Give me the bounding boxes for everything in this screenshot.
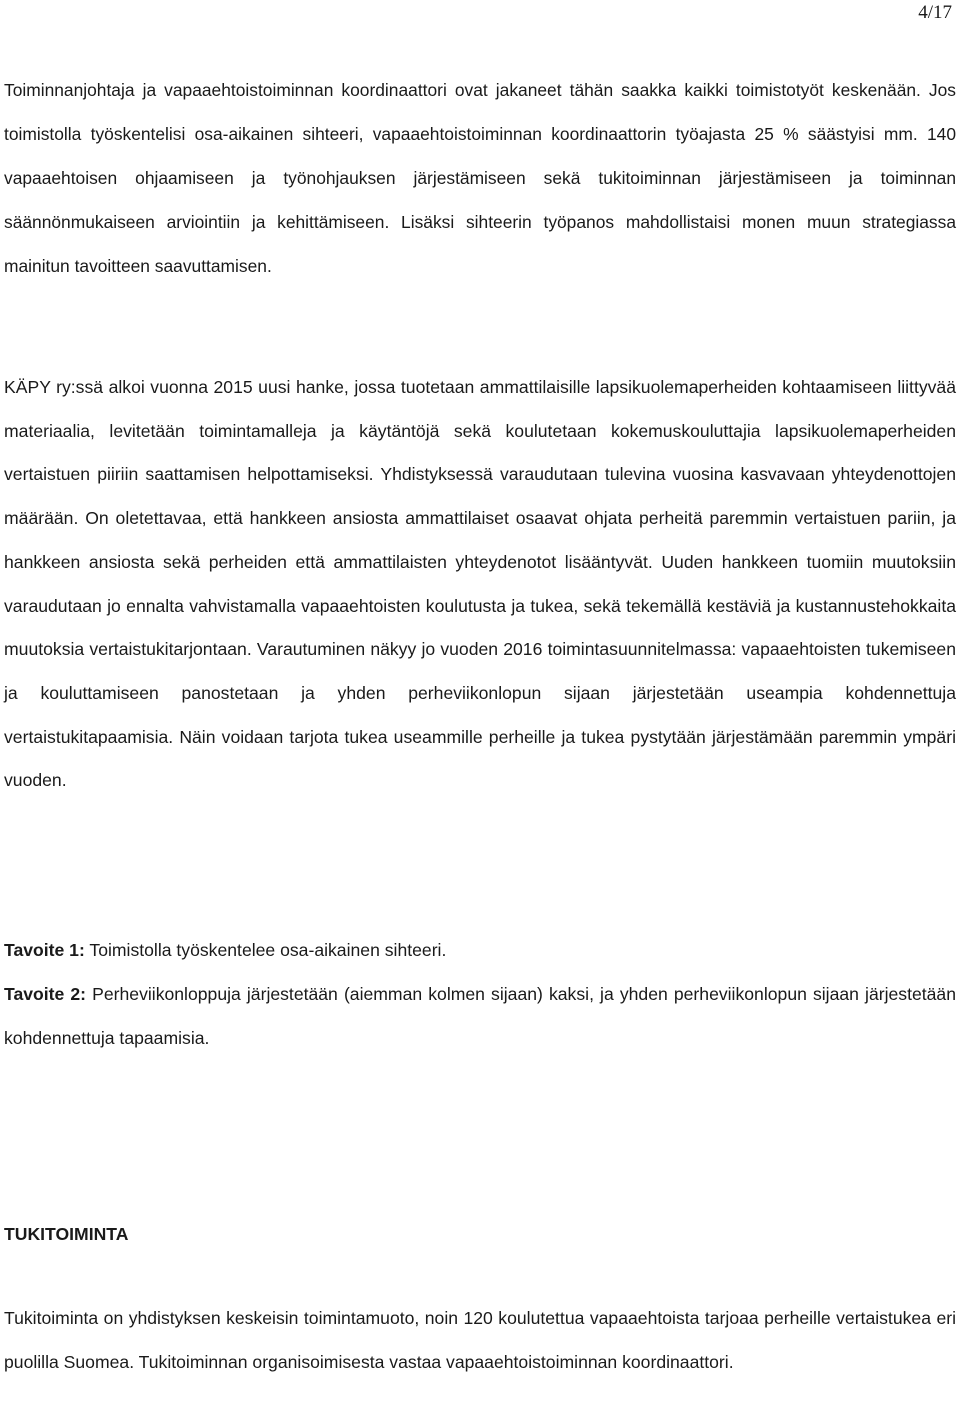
goal-1-label: Tavoite 1: [4,940,85,960]
section-heading: TUKITOIMINTA [4,1224,129,1244]
goal-1 [4,929,956,973]
paragraph-project: KÄPY ry:ssä alkoi vuonna 2015 uusi hanke, jossa tuotetaan ammattilaisille lapsikuolemaperheiden kohtaamiseen liittyvää materiaalia, levitetään toimintamalleja ja käytäntöjä sekä koulutetaan kokemuskouluttajia lapsikuolemaperheiden vertaistuen piiriin saattamisen helpottamiseksi. Yhdistyksessä varaudutaan tulevina vuosina kasvavaan yhteydenottojen määrään. On oletettavaa, että hankkeen ansiosta ammattilaiset osaavat ohjata perheitä paremmin vertaistuen pariin, ja hankkeen ansiosta sekä perheiden että ammattilaisten yhteydenotot lisääntyvät. Uuden hankkeen tuomiin muutoksiin varaudutaan jo ennalta vahvistamalla vapaaehtoisten koulutusta ja tukea, sekä tekemällä kestäviä ja kustannustehokkaita muutoksia vertaistukitarjontaan. Varautuminen näkyy jo vuoden 2016 toimintasuunnitelmassa: vapaaehtoisten tukemiseen ja kouluttamiseen panostetaan ja yhden perheviikonlopun sijaan järjestetään useampia kohdennettuja vertaistukitapaamisia. Näin voidaan tarjota tukea useammille perheille ja tukea pystytään järjestämään paremmin ympäri vuoden. [4,377,956,791]
goal-2-text: Perheviikonloppuja järjestetään (aiemman kolmen sijaan) kaksi, ja yhden perheviikonlopun sijaan järjestetään kohdennettuja tapaamisia. [4,984,956,1048]
paragraph-office-staffing: Toiminnanjohtaja ja vapaaehtoistoiminnan koordinaattori ovat jakaneet tähän saakka kaikki toimistotyöt keskenään. Jos toimistolla työskentelisi osa-aikainen sihteeri, vapaaehtoistoiminnan koordinaattorin työajasta 25 % säästyisi mm. 140 vapaaehtoisen ohjaamiseen ja työnohjauksen järjestämiseen sekä tukitoiminnan järjestämiseen ja toiminnan säännönmukaiseen arviointiin ja kehittämiseen. Lisäksi sihteerin työpanos mahdollistaisi monen muun strategiassa mainitun tavoitteen saavuttamisen. [4,80,956,276]
goal-2-label: Tavoite 2: [4,984,87,1004]
page-number: 4/17 [918,2,952,23]
goal-2 [4,973,956,1060]
paragraph-support-activities: Tukitoiminta on yhdistyksen keskeisin toimintamuoto, noin 120 koulutettua vapaaehtoista tarjoaa perheille vertaistukea eri puolilla Suomea. Tukitoiminnan organisoimisesta vastaa vapaaehtoistoiminnan koordinaattori. [4,1308,956,1372]
goal-1-text: Toimistolla työskentelee osa-aikainen sihteeri. [89,940,447,960]
